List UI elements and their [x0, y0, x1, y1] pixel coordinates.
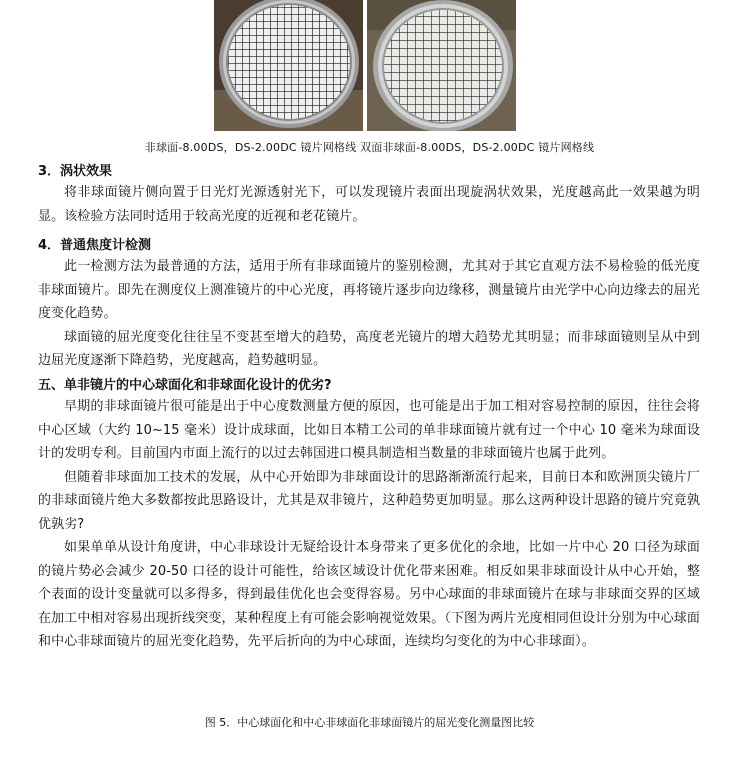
figure-caption-bottom: 图 5．中心球面化和中心非球面化非球面镜片的屈光变化测量图比较 — [204, 716, 535, 729]
lens-photo-double-aspheric — [367, 0, 516, 131]
section-3 — [38, 160, 700, 228]
section-heading-5: 五、单非镜片的中心球面化和非球面化设计的优劣? — [38, 378, 332, 393]
section-5-paragraph-1: 早期的非球面镜片很可能是出于中心度数测量方便的原因，也可能是出于加工相对容易控制的原因，往往会将中心区域（大约 10~15 毫米）设计成球面，比如日本精工公司的单非球面镜片就有过一个中心 10 毫米为球面设计的发明专利。目前国内市面上流行的以过去韩国进口模具制造相当数量的非球面镜片也属于此列。 — [38, 399, 700, 461]
section-4-paragraph-1: 此一检测方法为最普通的方法，适用于所有非球面镜片的鉴别检测，尤其对于其它直观方法不易检验的低光度非球面镜片。即先在测度仪上测准镜片的中心光度，再将镜片逐步向边缘移，测量镜片由光学中心向边缘去的屈光度变化趋势。 — [38, 259, 700, 321]
lens-photos — [214, 0, 516, 131]
lens-photo-aspheric — [214, 0, 363, 131]
lens-grid-image-left — [214, 0, 363, 131]
section-5 — [38, 374, 700, 654]
section-5-paragraph-2: 但随着非球面加工技术的发展，从中心开始即为非球面设计的思路渐渐流行起来，目前日本和欧洲顶尖镜片厂的非球面镜片绝大多数都按此思路设计，尤其是双非镜片，这种趋势更加明显。那么这两种设计思路的镜片究竟孰优孰劣? — [38, 469, 700, 532]
lens-grid-image-right — [367, 0, 516, 131]
section-4 — [38, 234, 700, 373]
section-3-paragraph-1: 将非球面镜片侧向置于日光灯光源透射光下，可以发现镜片表面出现旋涡状效果，光度越高此一效果越为明显。该检验方法同时适用于较高光度的近视和老花镜片。 — [38, 185, 700, 224]
section-heading-3: 3．涡状效果 — [38, 164, 113, 179]
section-5-paragraph-3: 如果单单从设计角度讲，中心非球设计无疑给设计本身带来了更多优化的余地，比如一片中心 20 口径为球面的镜片势必会减少 20-50 口径的设计可能性，给该区域设计优化带来困难。相反如果非球面设计从中心开始，整个表面的设计变量就可以多得多，得到最佳优化也会变得容易。另中心球面的非球面镜片在球与非球面交界的区域在加工中相对容易出现折线突变，某种程度上有可能会影响视觉效果。（下图为两片光度相同但设计分别为中心球面和中心非球面镜片的屈光变化趋势，先平后折向的为中心球面，连续均匀变化的为中心非球面）。 — [38, 540, 700, 649]
section-heading-4: 4．普通焦度计检测 — [38, 238, 152, 253]
section-4-paragraph-2: 球面镜的屈光度变化往往呈不变甚至增大的趋势，高度老光镜片的增大趋势尤其明显；而非球面镜则呈从中到边屈光度逐渐下降趋势，光度越高，趋势越明显。 — [38, 329, 700, 368]
figure-caption-top: 非球面-8.00DS，DS-2.00DC 镜片网格线 双面非球面-8.00DS，DS-2.00DC 镜片网格线 — [144, 141, 595, 154]
